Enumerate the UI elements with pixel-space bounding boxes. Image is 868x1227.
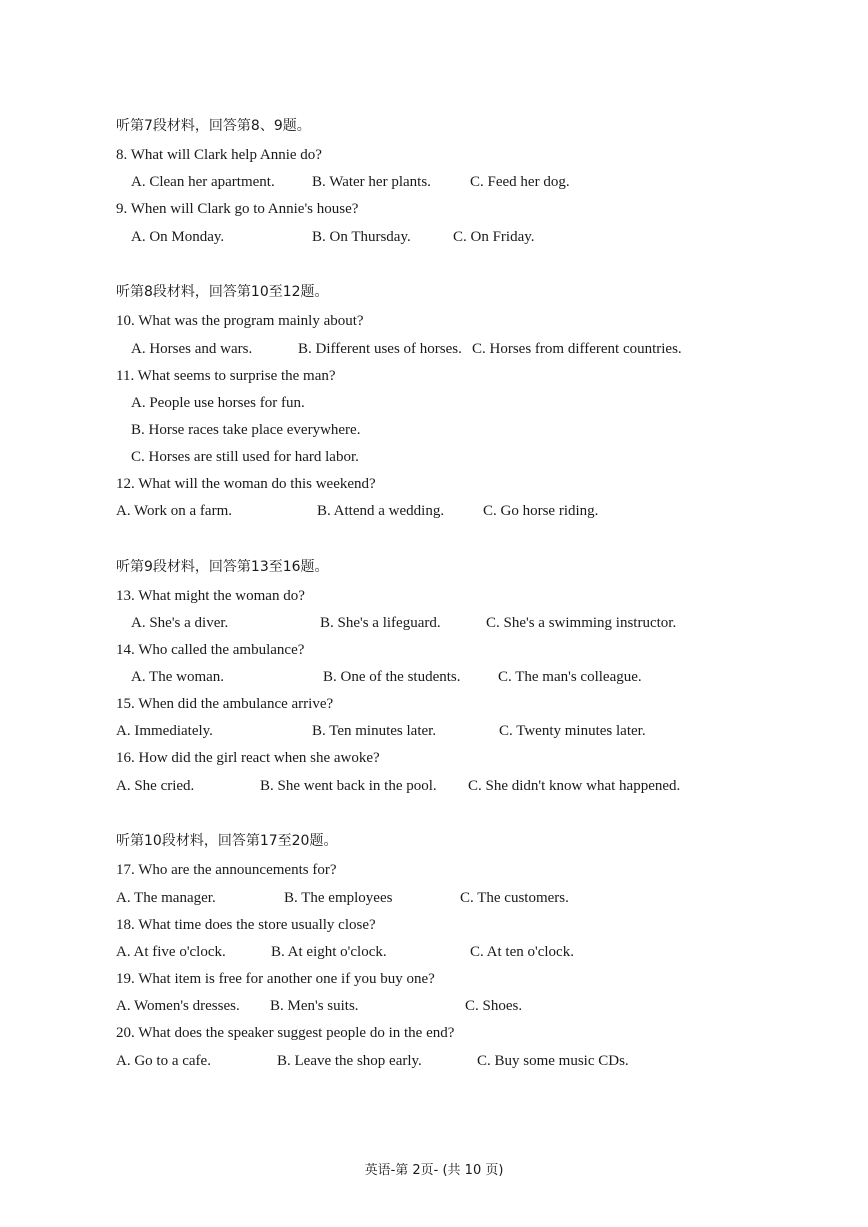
answer-option: B. The employees <box>284 890 393 906</box>
answer-option: C. Shoes. <box>465 998 523 1014</box>
answer-option: A. The manager. <box>116 890 216 906</box>
answer-option: C. Horses from different countries. <box>472 341 682 357</box>
answer-option: C. Feed her dog. <box>470 174 570 190</box>
question-stem: 16. How did the girl react when she awoke? <box>116 750 380 766</box>
answer-option: A. The woman. <box>131 669 225 685</box>
answer-option: C. Twenty minutes later. <box>499 723 646 739</box>
question-stem: 10. What was the program mainly about? <box>116 313 364 329</box>
answer-option: C. Horses are still used for hard labor. <box>131 449 359 465</box>
answer-option: C. At ten o'clock. <box>470 944 574 960</box>
answer-option: C. She didn't know what happened. <box>468 778 681 794</box>
question-stem: 20. What does the speaker suggest people do in the end? <box>116 1025 455 1041</box>
answer-option: A. Go to a cafe. <box>116 1053 211 1069</box>
answer-option: B. One of the students. <box>323 669 461 685</box>
question-stem: 18. What time does the store usually close? <box>116 917 376 933</box>
question-stem: 11. What seems to surprise the man? <box>116 368 336 384</box>
answer-option: B. At eight o'clock. <box>271 944 387 960</box>
answer-option: B. She went back in the pool. <box>260 778 437 794</box>
section-heading: 听第8段材料，回答第10至12题。 <box>116 284 329 300</box>
answer-option: B. Men's suits. <box>270 998 359 1014</box>
answer-option: B. Ten minutes later. <box>312 723 437 739</box>
answer-option: C. She's a swimming instructor. <box>486 615 677 631</box>
question-stem: 8. What will Clark help Annie do? <box>116 147 322 163</box>
question-stem: 9. When will Clark go to Annie's house? <box>116 201 359 217</box>
answer-option: A. On Monday. <box>131 229 225 245</box>
answer-option: B. On Thursday. <box>312 229 411 245</box>
answer-option: A. At five o'clock. <box>116 944 226 960</box>
question-stem: 14. Who called the ambulance? <box>116 642 305 658</box>
answer-option: B. Different uses of horses. <box>298 341 462 357</box>
question-stem: 12. What will the woman do this weekend? <box>116 476 376 492</box>
answer-option: C. Buy some music CDs. <box>477 1053 629 1069</box>
answer-option: C. On Friday. <box>453 229 535 245</box>
answer-option: C. Go horse riding. <box>483 503 599 519</box>
section-heading: 听第9段材料，回答第13至16题。 <box>116 559 329 575</box>
answer-option: C. The customers. <box>460 890 569 906</box>
answer-option: B. Horse races take place everywhere. <box>131 422 361 438</box>
answer-option: B. Leave the shop early. <box>277 1053 422 1069</box>
answer-option: A. Horses and wars. <box>131 341 253 357</box>
page-footer: 英语-第 2页- (共 10 页) <box>364 1163 504 1178</box>
question-stem: 19. What item is free for another one if you buy one? <box>116 971 435 987</box>
answer-option: A. Immediately. <box>116 723 213 739</box>
answer-option: A. She cried. <box>116 778 195 794</box>
answer-option: B. She's a lifeguard. <box>320 615 441 631</box>
answer-option: A. Clean her apartment. <box>131 174 275 190</box>
section-heading: 听第7段材料，回答第8、9题。 <box>116 118 311 134</box>
answer-option: A. Women's dresses. <box>116 998 240 1014</box>
question-stem: 13. What might the woman do? <box>116 588 305 604</box>
answer-option: C. The man's colleague. <box>498 669 642 685</box>
answer-option: A. Work on a farm. <box>116 503 232 519</box>
answer-option: B. Water her plants. <box>312 174 431 190</box>
answer-option: A. She's a diver. <box>131 615 229 631</box>
question-stem: 17. Who are the announcements for? <box>116 862 337 878</box>
answer-option: A. People use horses for fun. <box>131 395 305 411</box>
section-heading: 听第10段材料，回答第17至20题。 <box>116 833 338 849</box>
question-stem: 15. When did the ambulance arrive? <box>116 696 334 712</box>
answer-option: B. Attend a wedding. <box>317 503 445 519</box>
